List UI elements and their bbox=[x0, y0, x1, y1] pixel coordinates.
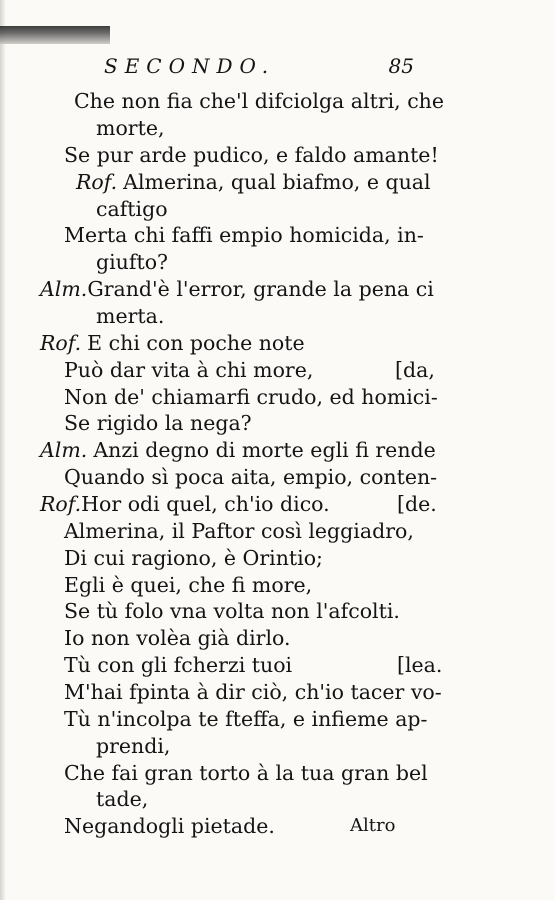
turnover-fragment: [de. bbox=[397, 492, 437, 516]
verse-line: Non de' chiamarfi crudo, ed homici- bbox=[64, 385, 438, 409]
verse-line: Tù con gli fcherzi tuoi bbox=[64, 653, 293, 677]
speaker-label: Rof. bbox=[76, 170, 118, 194]
verse-line: Io non volèa già dirlo. bbox=[64, 626, 291, 650]
verse-line: caftigo bbox=[96, 197, 168, 221]
verse-line: Che fai gran torto à la tua gran bel bbox=[64, 761, 428, 785]
page-number: 85 bbox=[388, 54, 414, 78]
speaker-label: Rof. bbox=[40, 492, 82, 516]
verse-line: Può dar vita à chi more, bbox=[64, 358, 314, 382]
verse-line: prendi, bbox=[96, 734, 171, 758]
verse-line: Che non fia che'l difciolga altri, che bbox=[74, 89, 445, 113]
verse-line: Se pur arde pudico, e faldo amante! bbox=[64, 143, 439, 167]
verse-line: Negandogli pietade. bbox=[64, 814, 275, 838]
speaker-label: Alm. bbox=[40, 277, 88, 301]
verse-line: M'hai fpinta à dir ciò, ch'io tacer vo- bbox=[64, 680, 442, 704]
verse-line: Se tù folo vna volta non l'afcolti. bbox=[64, 599, 400, 623]
verse-line: Di cui ragiono, è Orintio; bbox=[64, 546, 323, 570]
verse-line: Merta chi faffi empio homicida, in- bbox=[64, 223, 424, 247]
turnover-fragment: [lea. bbox=[397, 653, 443, 677]
turnover-fragment: [da, bbox=[395, 358, 435, 382]
speaker-label: Rof. bbox=[40, 331, 82, 355]
speaker-label: Alm. bbox=[40, 438, 88, 462]
verse-line: Alm.Grand'è l'error, grande la pena ci bbox=[40, 277, 434, 301]
verse-line: tade, bbox=[96, 787, 149, 811]
verse-line: Rof. Almerina, qual biafmo, e qual bbox=[76, 170, 431, 194]
verse-line: Quando sì poca aita, empio, conten- bbox=[64, 465, 438, 489]
verse-line: Egli è quei, che fi more, bbox=[64, 573, 313, 597]
verse-line: Tù n'incolpa te fteffa, e infieme ap- bbox=[64, 707, 428, 731]
verse-line: morte, bbox=[96, 116, 165, 140]
running-header bbox=[104, 54, 414, 84]
verse-line: merta. bbox=[96, 304, 165, 328]
verse-line: Se rigido la nega? bbox=[64, 411, 252, 435]
verse-line: Rof. E chi con poche note bbox=[40, 331, 305, 355]
page-edge-shadow bbox=[0, 0, 6, 900]
verse-line: Rof.Hor odi quel, ch'io dico. bbox=[40, 492, 330, 516]
verse-line: Almerina, il Paftor così leggiadro, bbox=[64, 519, 414, 543]
verse-line: giufto? bbox=[96, 250, 169, 274]
running-title: SECONDO. bbox=[104, 54, 276, 78]
verse-line: Alm. Anzi degno di morte egli fi rende bbox=[40, 438, 436, 462]
catchword: Altro bbox=[350, 815, 396, 836]
scan-edge-mark bbox=[0, 26, 110, 44]
